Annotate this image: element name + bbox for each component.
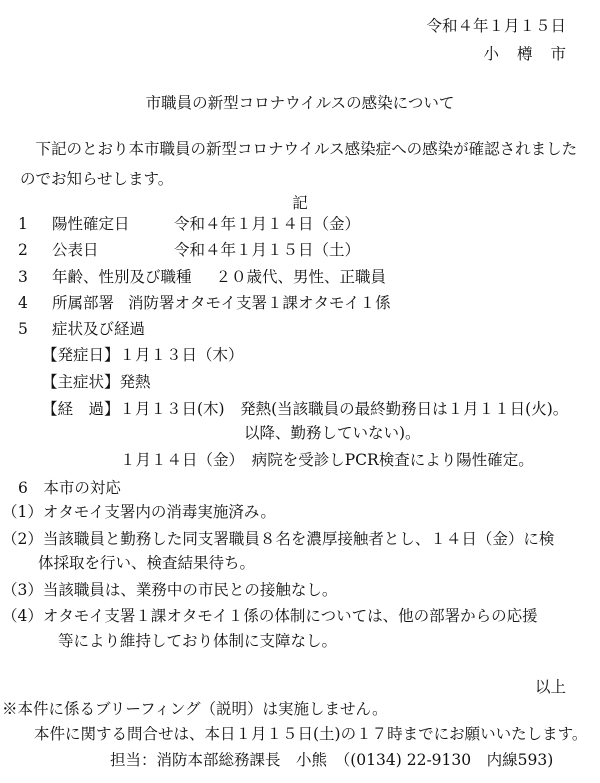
- response-heading: 6 本市の対応: [18, 479, 121, 497]
- item-label: 陽性確定日: [52, 215, 130, 233]
- item-label: 公表日: [52, 241, 99, 259]
- item-number: 4: [18, 294, 28, 312]
- contact-info: 担当：消防本部総務課長 小熊 （(0134) 22-9130 内線593): [110, 751, 554, 769]
- item-number: 3: [18, 268, 28, 286]
- symptom-main: 【主症状】発熱: [42, 373, 151, 391]
- symptom-course-line2: 以降、勤務していない)。: [244, 424, 421, 442]
- response-item-3: （3）当該職員は、業務中の市民との接触なし。: [2, 581, 338, 599]
- issuer-name: 小樽市: [483, 45, 584, 63]
- item-value: 令和４年１月１４日（金）: [174, 215, 361, 233]
- item-4: [18, 291, 391, 313]
- item-label: 症状及び経過: [52, 320, 146, 338]
- response-item-1: （1）オタモイ支署内の消毒実施済み。: [2, 503, 276, 521]
- item-label: 所属部署: [52, 294, 115, 312]
- response-item-4: （4）オタモイ支署１課オタモイ１係の体制については、他の部署からの応援: [2, 607, 538, 625]
- item-value: 令和４年１月１５日（土）: [174, 241, 361, 259]
- item-number: 1: [18, 215, 28, 233]
- document-title: 市職員の新型コロナウイルスの感染について: [145, 94, 455, 112]
- item-1: [18, 212, 360, 234]
- closing-mark: 以上: [534, 678, 566, 696]
- symptom-course-line1: 【経 過】１月１３日(木) 発熱(当該職員の最終勤務日は１月１１日(火)。: [42, 400, 569, 418]
- item-5: [18, 317, 145, 339]
- item-3: [18, 265, 386, 287]
- item-number: 2: [18, 241, 28, 259]
- response-item-2: （2）当該職員と勤務した同支署職員８名を濃厚接触者とし、１４日（金）に検: [2, 530, 555, 548]
- intro-paragraph: 下記のとおり本市職員の新型コロナウイルス感染症への感染が確認されましたのでお知らせします。: [20, 140, 578, 188]
- document-date: 令和４年１月１５日: [426, 17, 566, 35]
- item-number: 5: [18, 320, 28, 338]
- response-item-4-cont: 等により維持しており体制に支障なし。: [58, 632, 338, 650]
- symptom-course-line3: １月１４日（金） 病院を受診しPCR検査により陽性確定。: [120, 451, 534, 469]
- item-label: 年齢、性別及び職種: [52, 268, 192, 286]
- inquiry-note: 本件に関する問合せは、本日１月１５日(土)の１７時までにお願いいたします。: [34, 725, 588, 743]
- briefing-note: ※本件に係るブリーフィング（説明）は実施しません。: [2, 700, 388, 718]
- item-value: ２０歳代、男性、正職員: [215, 268, 387, 286]
- symptom-onset: 【発症日】１月１３日（木）: [42, 346, 244, 364]
- item-value: 消防署オタモイ支署１課オタモイ１係: [128, 294, 391, 312]
- ki-heading: 記: [292, 194, 308, 212]
- item-2: [18, 238, 360, 260]
- response-item-2-cont: 体採取を行い、検査結果待ち。: [38, 554, 256, 572]
